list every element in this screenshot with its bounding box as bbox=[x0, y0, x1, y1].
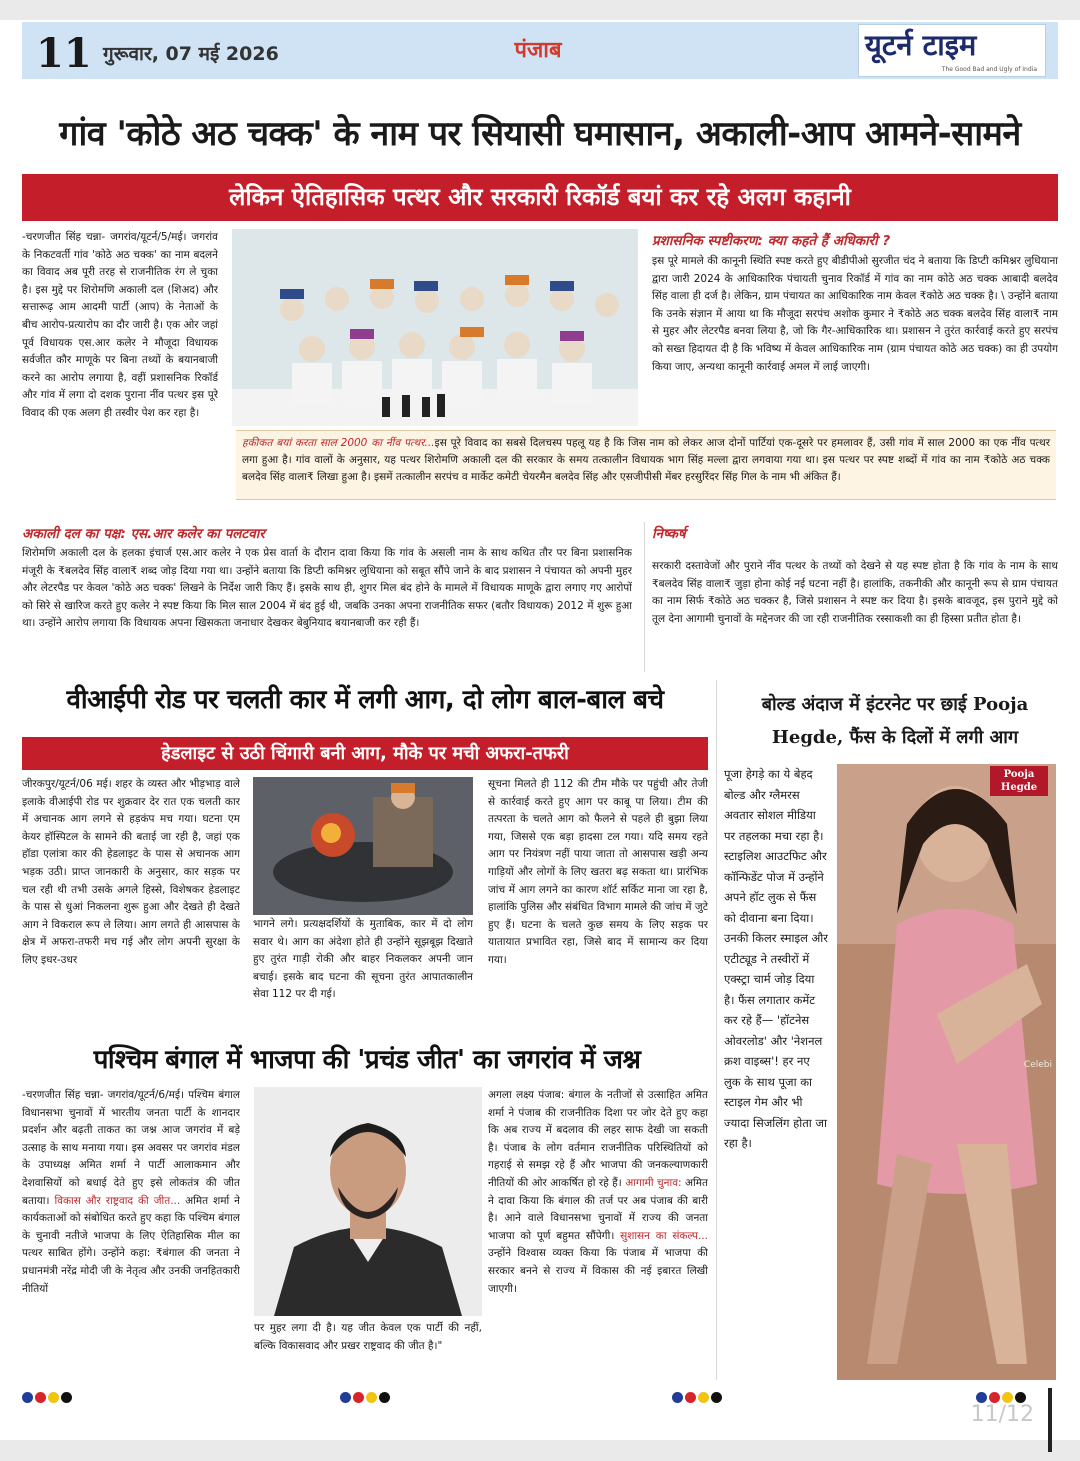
story1-left-column: -चरणजीत सिंह चन्ना- जगरांव/यूटर्न/5/मई। जगरांव के निकटवर्ती गांव 'कोठे अठ चक्क' का नाम बदलने का विवाद अब पूरी तरह से राजनीतिक रंग ले चुका है। इस मुद्दे पर शिरोमणि अकाली दल (शिअद) और सत्तारूढ़ आम आदमी पार्टी (आप) के नेताओं के बीच आरोप-प्रत्यारोप का दौर जारी है। एक ओर जहां पूर्व विधायक एस.आर कलेर ने मौजूदा विधायक सर्वजीत कौर माणूके पर बिना तथ्यों के बयानबाजी करने का आरोप लगाया है, वहीं प्रशासनिक रिकॉर्ड और गांव में लगा दो दशक पुराना नींव पत्थर इस पूरे विवाद की एक अलग ही तस्वीर पेश कर रहा है। bbox=[22, 231, 218, 419]
newspaper-logo bbox=[858, 24, 1046, 77]
right-column-divider bbox=[716, 680, 717, 1380]
story4-pooja-hegde-photo bbox=[837, 764, 1056, 1380]
story2-car-fire-photo bbox=[253, 777, 473, 915]
story2-subheadline: हेडलाइट से उठी चिंगारी बनी आग, मौके पर मची अफरा-तफरी bbox=[22, 737, 708, 770]
color-dot bbox=[685, 1392, 696, 1403]
color-dot bbox=[353, 1392, 364, 1403]
logo-text: यूटर्न टाइम bbox=[865, 28, 977, 62]
story3-column-3 bbox=[488, 1087, 708, 1381]
story1-press-conference-photo bbox=[232, 229, 638, 426]
story3-subhead-sushasan: सुशासन का संकल्प... bbox=[620, 1229, 708, 1242]
story4-text: पूजा हेगड़े का ये बेहद बोल्ड और ग्लैमरस अवतार सोशल मीडिया पर तहलका मचा रहा है। स्टाइलिश आउटफिट और कॉन्फिडेंट पोज में उन्होंने अपने हॉट लुक से फैंस को दीवाना बना दिया। उनकी किलर स्माइल और एटीट्यूड ने तस्वीरों में एक्स्ट्रा चार्म जोड़ दिया है। फैंस लगातार कमेंट कर रहे हैं— 'हॉटनेस ओवरलोड' और 'नेशनल क्रश वाइब्स'! हर नए लुक के साथ पूजा का स्टाइल गेम और भी ज्यादा सिजलिंग होता जा रहा है। bbox=[724, 767, 828, 1150]
story2-column-2: भागने लगे। प्रत्यक्षदर्शियों के मुताबिक, कार में दो लोग सवार थे। आग का अंदेशा होते ही उन्होंने सूझबूझ दिखाते हुए तुरंत गाड़ी रोकी और बाहर निकलकर अपनी जान बचाई। इसके बाद घटना की सूचना तुरंत आपातकालीन सेवा 112 पर दी गई। bbox=[253, 918, 473, 1001]
color-dot bbox=[48, 1392, 59, 1403]
actress-illustration bbox=[837, 764, 1056, 1380]
column-divider bbox=[644, 522, 645, 672]
story1-akali-text: शिरोमणि अकाली दल के हलका इंचार्ज एस.आर कलेर ने एक प्रेस वार्ता के दौरान दावा किया कि गांव के असली नाम के साथ कथित तौर पर बिना प्रशासनिक मंजूरी के ₹बलदेव सिंह वाला₹ शब्द जोड़ दिया गया था। उन्होंने बताया कि डिप्टी कमिश्नर लुधियाना को सबूत सौंपे जाने के बाद प्रशासन ने पंचायत को अपनी मुहर और लेटरपैड पर केवल 'कोठे अठ चक्क' लिखने के निर्देश जारी किए हैं। इसके साथ ही, शुगर मिल बंद होने के मामले में विधायक माणूके द्वारा लगाए गए आरोपों को सिरे से खारिज करते हुए कलेर ने स्पष्ट किया कि मिल साल 2004 में बंद हुई थी, जबकि उनका अपना राजनीतिक सफर (बतौर विधायक) 2012 में शुरू हुआ था। उन्होंने आरोप लगाया कि विधायक अपना खिसकता जनाधार देखकर बेबुनियाद बयानबाजी कर रही हैं। bbox=[22, 547, 632, 630]
story2-headline: वीआईपी रोड पर चलती कार में लगी आग, दो लोग बाल-बाल बचे bbox=[66, 685, 664, 715]
story3-column-2: पर मुहर लगा दी है। यह जीत केवल एक पार्टी की नहीं, बल्कि विकासवाद और प्रखर राष्ट्रवाद की जीत है।" bbox=[254, 1322, 482, 1352]
color-dot bbox=[366, 1392, 377, 1403]
box-text: इस पूरे विवाद का सबसे दिलचस्प पहलू यह है कि जिस नाम को लेकर आज दोनों पार्टियां एक-दूसरे पर हमलावर हैं, उसी गांव में साल 2000 का एक नींव पत्थर लगा हुआ है। गांव वालों के अनुसार, यह पत्थर शिरोमणि अकाली दल की सरकार के समय तत्कालीन विधायक भाग सिंह मल्ला द्वारा लगवाया गया था। इस पत्थर पर स्पष्ट शब्दों में गांव का नाम ₹कोठे अठ चक्क बलदेव सिंह वाला₹ लिखा हुआ है। इसमें तत्कालीन सरपंच व मार्केट कमेटी चेयरमैन बलदेव सिंह और एसजीपीसी मेंबर हरसुरिंदर सिंह गिल के नाम भी अंकित हैं। bbox=[242, 437, 1050, 483]
portrait-illustration bbox=[254, 1087, 482, 1316]
color-dot bbox=[711, 1392, 722, 1403]
story3-column-1 bbox=[22, 1087, 240, 1379]
color-dot bbox=[379, 1392, 390, 1403]
story1-subheadline: लेकिन ऐतिहासिक पत्थर और सरकारी रिकॉर्ड बयां कर रहे अलग कहानी bbox=[22, 174, 1058, 221]
story2-column-1: जीरकपुर/यूटर्न/06 मई। शहर के व्यस्त और भीड़भाड़ वाले इलाके वीआईपी रोड पर शुक्रवार देर रात एक चलती कार में अचानक आग लगने से हड़कंप मच गया। घटना एम केयर हॉस्पिटल के सामने की बताई जा रही है, जहां एक हॉडा एलांत्रा कार की हेडलाइट के पास से अचानक आग भड़क उठी। प्राप्त जानकारी के अनुसार, कार सड़क पर चल रही थी तभी उसके अगले हिस्से, विशेषकर हेडलाइट के पास से धुआं निकलना शुरू हुआ और देखते ही देखते आग ने विकराल रूप ले लिया। आग लगते ही आसपास के क्षेत्र में अफरा-तफरी मच गई और लोग अपनी सुरक्षा के लिए इधर-उधर bbox=[22, 778, 240, 966]
footer-dots-2 bbox=[340, 1392, 392, 1404]
color-dot bbox=[698, 1392, 709, 1403]
photo-watermark: Celebi bbox=[1023, 1060, 1052, 1070]
story4-headline: बोल्ड अंदाज में इंटरनेट पर छाई Pooja Hegde, फैंस के दिलों में लगी आग bbox=[761, 694, 1029, 748]
story3-col3-p1: अगला लक्ष्य पंजाब: बंगाल के नतीजों से उत्साहित अमित शर्मा ने पंजाब की राजनीतिक दिशा पर जोर देते हुए कहा कि अब राज्य में बदलाव की लहर साफ देखी जा सकती है। पंजाब के लोग वर्तमान राजनीतिक परिस्थितियों को गहराई से समझ रहे हैं और भाजपा की जनकल्याणकारी नीतियों की ओर आकर्षित हो रहे हैं। bbox=[488, 1089, 708, 1189]
story3-col1-rest: अमित शर्मा ने कार्यकताओं को संबोधित करते हुए कहा कि पश्चिम बंगाल के चुनावी नतीजे भाजपा के लिए ऐतिहासिक मील का पत्थर साबित होंगे। उन्होंने कहा: ₹बंगाल की जनता ने प्रधानमंत्री नरेंद्र मोदी जी के नेतृत्व और उनकी जनहितकारी नीतियों bbox=[22, 1194, 240, 1295]
scrollbar[interactable] bbox=[1048, 1388, 1052, 1452]
color-dot bbox=[672, 1392, 683, 1403]
story1-conclusion-text: सरकारी दस्तावेजों और पुराने नींव पत्थर के तथ्यों को देखने से यह स्पष्ट होता है कि गांव के नाम के साथ ₹बलदेव सिंह वाला₹ जुड़ा होना कोई नई घटना नहीं है। हालांकि, तकनीकी और कानूनी रूप से ग्राम पंचायत का नाम सिर्फ ₹कोठे अठ चक्कर है, जिसे प्रशासन ने स्पष्ट कर दिया है। इसके बावजूद, इस पुराने मुद्दे को तूल देना आगामी चुनावों के मद्देनजर की जा रही राजनीतिक रस्साकशी का ही हिस्सा प्रतीत होता है। bbox=[652, 560, 1058, 625]
logo-tagline: The Good Bad and Ugly of India bbox=[941, 66, 1037, 73]
story3-col3-p2: अमित ने दावा किया कि बंगाल की तर्ज पर अब पंजाब की बारी है। आने वाले विधानसभा चुनावों में राज्य की जनता भाजपा को पूर्ण बहुमत सौंपेगी। bbox=[488, 1176, 708, 1242]
story1-conclusion-heading: निष्कर्ष bbox=[652, 526, 686, 542]
color-dot bbox=[340, 1392, 351, 1403]
color-dot bbox=[22, 1392, 33, 1403]
box-heading: हकीकत बयां करता साल 2000 का नींव पत्थर... bbox=[242, 437, 435, 449]
issue-date: गुरूवार, 07 मई 2026 bbox=[103, 43, 279, 65]
story3-subhead-chunav: आगामी चुनाव: bbox=[625, 1176, 682, 1189]
color-dot bbox=[61, 1392, 72, 1403]
car-fire-illustration bbox=[253, 777, 473, 915]
footer-dots-3 bbox=[672, 1392, 724, 1404]
section-title: पंजाब bbox=[514, 38, 562, 63]
page-number: 11 bbox=[36, 30, 92, 77]
story1-headline: गांव 'कोठे अठ चक्क' के नाम पर सियासी घमासान, अकाली-आप आमने-सामने bbox=[59, 114, 1021, 154]
story1-admin-heading: प्रशासनिक स्पष्टीकरण: क्या कहते हैं अधिकारी ? bbox=[652, 233, 891, 249]
story3-amit-sharma-photo bbox=[254, 1087, 482, 1316]
story3-intro: -चरणजीत सिंह चन्ना- जगरांव/यूटर्न/6/मई। पश्चिम बंगाल विधानसभा चुनावों में भारतीय जनता पार्टी के शानदार प्रदर्शन और बढ़ती ताकत का जश्न आज जगरांव में बड़े उत्साह के साथ मनाया गया। इस अवसर पर जगरांव मंडल के उपाध्यक्ष अमित शर्मा ने पार्टी आलाकमान और देशवासियों को बधाई देते हुए इसे लोकतंत्र की जीत बताया। bbox=[22, 1089, 240, 1207]
color-dot bbox=[35, 1392, 46, 1403]
footer-dots-1 bbox=[22, 1392, 74, 1404]
photo-name-tag: Pooja Hegde bbox=[990, 766, 1048, 796]
page-counter: 11/12 bbox=[970, 1402, 1034, 1427]
story1-foundation-stone-box bbox=[236, 430, 1056, 500]
story1-akali-heading: अकाली दल का पक्ष: एस.आर कलेर का पलटवार bbox=[22, 526, 265, 542]
story1-admin-text: इस पूरे मामले की कानूनी स्थिति स्पष्ट करते हुए बीडीपीओ सुरजीत चंद ने बताया कि डिप्टी कमिश्नर लुधियाना द्वारा जारी 2024 के आधिकारिक पंचायती चुनाव रिकॉर्ड में गांव का नाम कोठे अठ चक्क आबादी बलदेव सिंह वाला ही दर्ज है। लेकिन, ग्राम पंचायत का आधिकारिक नाम केवल ₹कोठे अठ चक्क है। \ उन्होंने बताया कि उनके संज्ञान में आया था कि मौजूदा सरपंच अशोक कुमार ने ₹कोठे अठ चक्क बलदेव सिंह वाला₹ नाम से मुहर और लेटरपैड बनवा लिया है, जो कि गैर-आधिकारिक था। प्रशासन ने तुरंत कार्रवाई करते हुए सरपंच को सख्त हिदायत दी है कि भविष्य में केवल आधिकारिक नाम (ग्राम पंचायत कोठे अठ चक्क) का ही उपयोग किया जाए, अन्यथा कानूनी कार्रवाई अमल में लाई जाएगी। bbox=[652, 255, 1058, 373]
story3-col3-p3: उन्होंने विश्वास व्यक्त किया कि पंजाब में भाजपा की सरकार बनने से राज्य में विकास की नई इबारत लिखी जाएगी। bbox=[488, 1247, 708, 1295]
group-photo-illustration bbox=[232, 229, 638, 426]
story2-column-3: सूचना मिलते ही 112 की टीम मौके पर पहुंची और तेजी से कार्रवाई करते हुए आग पर काबू पा लिया। टीम की तत्परता के चलते आग को फैलने से पहले ही बुझा लिया गया, जिससे एक बड़ा हादसा टल गया। यदि समय रहते आग पर नियंत्रण नहीं पाया जाता तो आसपास खड़ी अन्य गाड़ियों और लोगों के लिए खतरा बढ़ सकता था। प्रारंभिक जांच में आग लगने का कारण शॉर्ट सर्किट माना जा रहा है, हालांकि पुलिस और संबंधित विभाग मामले की जांच में जुटे हुए हैं। घटना के चलते कुछ समय के लिए सड़क पर यातायात प्रभावित रहा, जिसे बाद में सामान्य कर दिया गया। bbox=[488, 778, 708, 966]
story3-subhead-vikas: विकास और राष्ट्रवाद की जीत... bbox=[54, 1194, 181, 1207]
story3-headline: पश्चिम बंगाल में भाजपा की 'प्रचंड जीत' का जगरांव में जश्न bbox=[93, 1045, 641, 1075]
